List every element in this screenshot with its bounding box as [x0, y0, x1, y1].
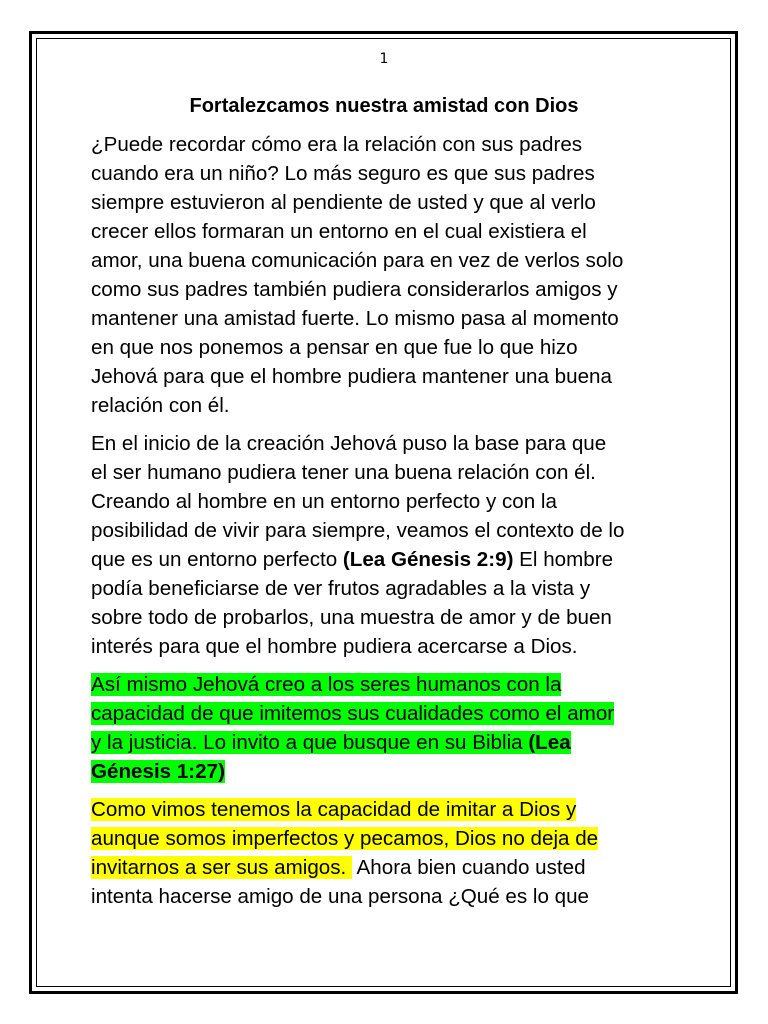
text-line: Creando al hombre en un entorno perfecto y con la — [91, 490, 557, 513]
document-body — [91, 130, 691, 920]
highlighted-text: invitarnos a ser sus amigos. — [91, 856, 352, 879]
text-line: relación con él. — [91, 394, 230, 417]
highlighted-text: aunque somos imperfectos y pecamos, Dios no deja de — [91, 827, 599, 850]
highlighted-text: Así mismo Jehová creo a los seres humanos con la — [91, 673, 562, 696]
text-line: ¿Puede recordar cómo era la relación con sus padres — [91, 133, 583, 156]
text-line: Jehová para que el hombre pudiera mantener una buena — [91, 365, 612, 388]
text-line: interés para que el hombre pudiera acercarse a Dios. — [91, 635, 578, 658]
paragraph-3-highlighted-green — [91, 670, 691, 786]
text-line: En el inicio de la creación Jehová puso la base para que — [91, 432, 607, 455]
page-number: 1 — [379, 51, 389, 67]
text-line: crecer ellos formaran un entorno en el cual existiera el — [91, 220, 587, 243]
text-line: cuando era un niño? Lo más seguro es que sus padres — [91, 162, 595, 185]
paragraph-2 — [91, 429, 691, 661]
text-line: en que nos ponemos a pensar en que fue lo que hizo — [91, 336, 578, 359]
highlighted-text: capacidad de que imitemos sus cualidades como el amor — [91, 702, 615, 725]
highlighted-text: y la justicia. Lo invito a que busque en su Biblia — [91, 731, 529, 754]
highlighted-text: Como vimos tenemos la capacidad de imitar a Dios y — [91, 798, 577, 821]
text-line: sobre todo de probarlos, una muestra de amor y de buen — [91, 606, 612, 629]
text-line: podía beneficiarse de ver frutos agradables a la vista y — [91, 577, 591, 600]
text-line: como sus padres también pudiera considerarlos amigos y — [91, 278, 618, 301]
text-line: posibilidad de vivir para siempre, veamos el contexto de lo — [91, 519, 625, 542]
bible-reference: (Lea Génesis 2:9) — [342, 548, 514, 571]
text-line: mantener una amistad fuerte. Lo mismo pasa al momento — [91, 307, 619, 330]
text-line: intenta hacerse amigo de una persona ¿Qué es lo que — [91, 885, 590, 908]
text-line: amor, una buena comunicación para en vez de verlos solo — [91, 249, 624, 272]
bible-reference: (Lea — [528, 731, 571, 754]
text-line: que es un entorno perfecto — [91, 548, 343, 571]
page-title: Fortalezcamos nuestra amistad con Dios — [189, 95, 579, 117]
text-line: El hombre — [513, 548, 614, 571]
text-line: Ahora bien cuando usted — [351, 856, 586, 879]
bible-reference: Génesis 1:27) — [91, 760, 225, 783]
text-line: siempre estuvieron al pendiente de usted y que al verlo — [91, 191, 596, 214]
text-line: el ser humano pudiera tener una buena relación con él. — [91, 461, 596, 484]
paragraph-4 — [91, 795, 691, 911]
paragraph-1 — [91, 130, 691, 420]
